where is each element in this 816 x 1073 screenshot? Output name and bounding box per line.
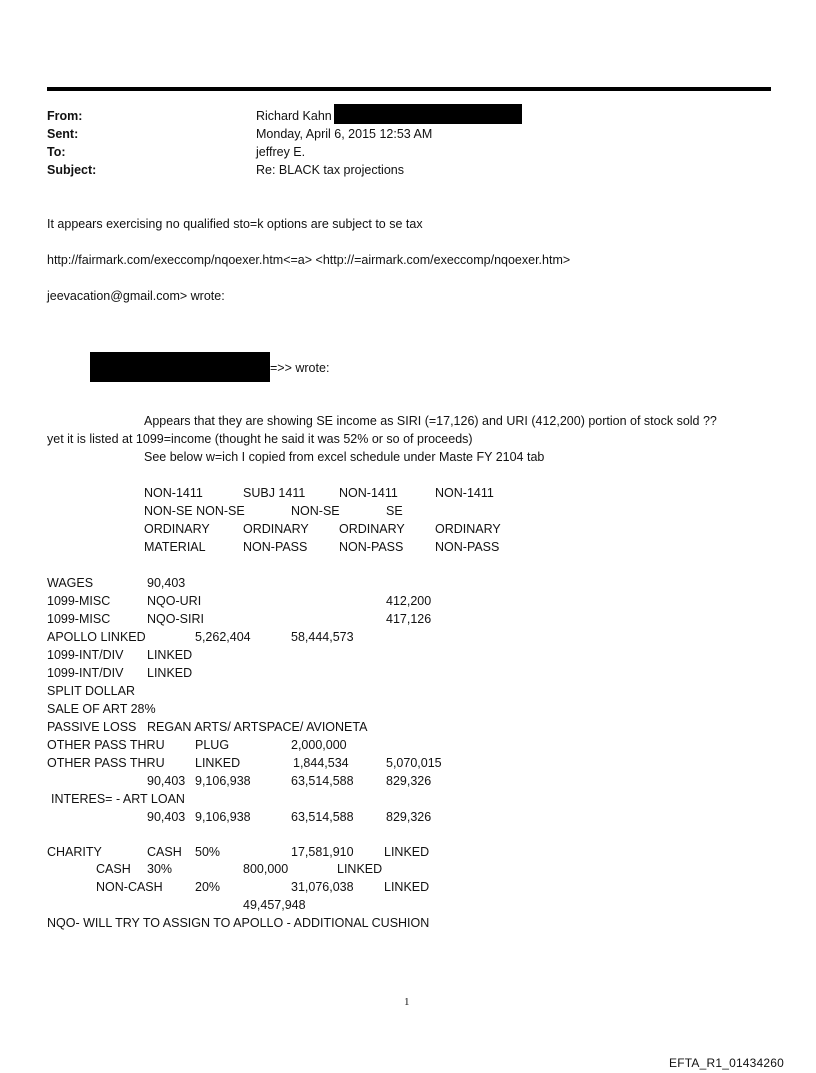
col-header-3-row-1: NON-1411	[339, 486, 398, 500]
charity-value: 30%	[147, 862, 173, 876]
body-paragraph-line-1: Appears that they are showing SE income as SIRI (=17,126) and URI (412,200) portion of stock sold ??	[144, 414, 717, 428]
row-value: PLUG	[195, 738, 230, 752]
charity-value: LINKED	[384, 845, 430, 859]
subject-label: Subject:	[47, 163, 97, 177]
col-header-2-row-4: NON-PASS	[243, 540, 308, 554]
row-label: WAGES	[47, 576, 94, 590]
row-value: LINKED	[195, 756, 241, 770]
charity-value: LINKED	[337, 862, 383, 876]
charity-value: 800,000	[243, 862, 289, 876]
col-header-2-row-3: ORDINARY	[243, 522, 309, 536]
to-label: To:	[47, 145, 66, 159]
row-label: APOLLO LINKED	[47, 630, 146, 644]
row-value: 90,403	[147, 810, 186, 824]
row-value: 2,000,000	[291, 738, 347, 752]
redaction-block	[334, 104, 522, 124]
sent-label: Sent:	[47, 127, 79, 141]
row-value: LINKED	[147, 648, 193, 662]
col-header-3-row-4: NON-PASS	[339, 540, 404, 554]
charity-label: NON-CASH	[96, 880, 163, 894]
body-paragraph-line-2: yet it is listed at 1099=income (thought he said it was 52% or so of proceeds)	[47, 432, 473, 446]
row-label: OTHER PASS THRU	[47, 738, 165, 752]
row-value: 90,403	[147, 774, 186, 788]
col-header-3-row-2: NON-SE	[291, 504, 340, 518]
charity-value: 20%	[195, 880, 221, 894]
row-value: 412,200	[386, 594, 432, 608]
row-label: 1099-MISC	[47, 612, 111, 626]
body-paragraph-line-3: See below w=ich I copied from excel schedule under Maste FY 2104 tab	[144, 450, 545, 464]
row-label: SPLIT DOLLAR	[47, 684, 136, 698]
row-value: NQO-SIRI	[147, 612, 204, 626]
row-value: 417,126	[386, 612, 432, 626]
row-label: INTERES= - ART LOAN	[51, 792, 185, 806]
charity-note: NQO- WILL TRY TO ASSIGN TO APOLLO - ADDITIONAL CUSHION	[47, 916, 430, 930]
row-value: 63,514,588	[291, 774, 354, 788]
col-header-1-row-4: MATERIAL	[144, 540, 206, 554]
row-value: 9,106,938	[195, 774, 251, 788]
row-label: 1099-MISC	[47, 594, 111, 608]
page-number: 1	[404, 996, 410, 1008]
from-label: From:	[47, 109, 83, 123]
row-value: REGAN ARTS/ ARTSPACE/ AVIONETA	[147, 720, 368, 734]
row-value: 829,326	[386, 774, 432, 788]
col-header-2-row-1: SUBJ 1411	[243, 486, 306, 500]
row-value: LINKED	[147, 666, 193, 680]
row-label: 1099-INT/DIV	[47, 648, 124, 662]
document-id-footer: EFTA_R1_01434260	[669, 1056, 785, 1070]
charity-label: CASH	[96, 862, 131, 876]
row-value: 58,444,573	[291, 630, 354, 644]
row-value: 9,106,938	[195, 810, 251, 824]
col-header-3-row-3: ORDINARY	[339, 522, 405, 536]
row-value: 1,844,534	[293, 756, 349, 770]
row-value: NQO-URI	[147, 594, 202, 608]
subject-value: Re: BLACK tax projections	[256, 163, 404, 177]
row-label: SALE OF ART 28%	[47, 702, 156, 716]
row-label: OTHER PASS THRU	[47, 756, 165, 770]
row-value: 5,262,404	[195, 630, 251, 644]
to-value: jeffrey E.	[256, 145, 306, 159]
charity-value: 17,581,910	[291, 845, 354, 859]
col-header-1-row-3: ORDINARY	[144, 522, 210, 536]
charity-value: CASH	[147, 845, 182, 859]
col-header-1-row-2: NON-SE NON-SE	[144, 504, 245, 518]
redaction-block	[90, 352, 270, 382]
from-value: Richard Kahn	[256, 109, 332, 123]
col-header-1-row-1: NON-1411	[144, 486, 203, 500]
charity-total: 49,457,948	[243, 898, 306, 912]
charity-value: 50%	[195, 845, 221, 859]
body-wrote-line: jeevacation@gmail.com> wrote:	[47, 289, 225, 303]
row-label: 1099-INT/DIV	[47, 666, 124, 680]
charity-value: 31,076,038	[291, 880, 354, 894]
charity-value: LINKED	[384, 880, 430, 894]
sent-value: Monday, April 6, 2015 12:53 AM	[256, 127, 433, 141]
row-value: 90,403	[147, 576, 186, 590]
col-header-4-row-2: SE	[386, 504, 403, 518]
row-label: PASSIVE LOSS	[47, 720, 137, 734]
row-value: 5,070,015	[386, 756, 442, 770]
col-header-4-row-3: ORDINARY	[435, 522, 501, 536]
row-value: 63,514,588	[291, 810, 354, 824]
body-link-line[interactable]: http://fairmark.com/execcomp/nqoexer.htm<=a> <http://=airmark.com/execcomp/nqoexer.htm>	[47, 253, 571, 267]
col-header-4-row-1: NON-1411	[435, 486, 494, 500]
header-rule	[47, 87, 771, 91]
charity-label: CHARITY	[47, 845, 102, 859]
body-line-1: It appears exercising no qualified sto=k options are subject to se tax	[47, 217, 423, 231]
col-header-4-row-4: NON-PASS	[435, 540, 500, 554]
body-wrote-line-2: =>> wrote:	[270, 361, 330, 375]
row-value: 829,326	[386, 810, 432, 824]
